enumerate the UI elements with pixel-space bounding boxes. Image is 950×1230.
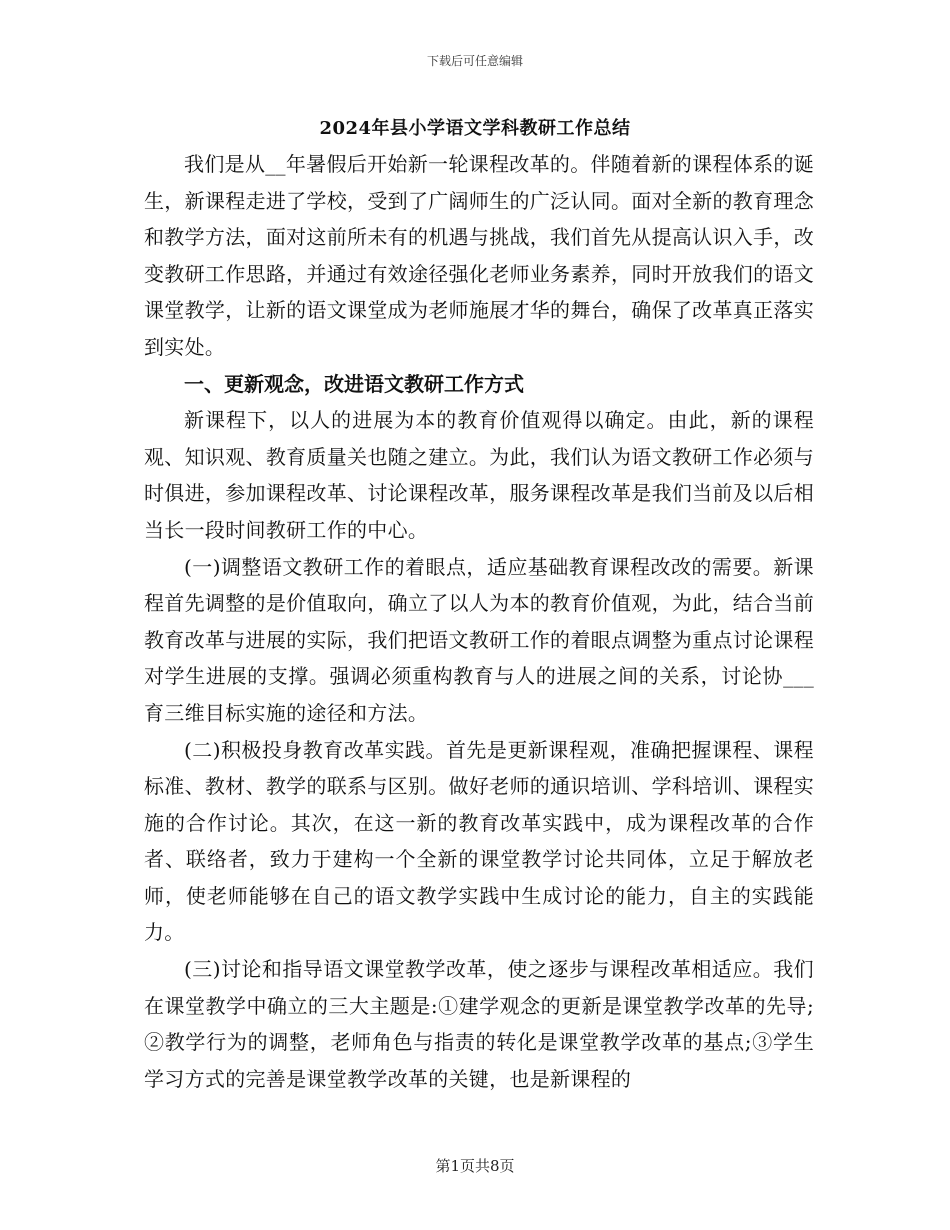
section-heading-1: 一、更新观念，改进语文教研工作方式 (184, 371, 524, 396)
paragraph-subsection-3: (三)讨论和指导语文课堂教学改革，使之逐步与课程改革相适应。我们在课堂教学中确立的三大主题是:①建学观念的更新是课堂教学改革的先导;②教学行为的调整，老师角色与指责的转化是课堂教学改革的基点;③学生学习方式的完善是课堂教学改革的关键，也是新课程的 (144, 957, 814, 1091)
document-title: 2024年县小学语文学科教研工作总结 (319, 118, 631, 139)
paragraph-subsection-1: (一)调整语文教研工作的着眼点，适应基础教育课程改改的需要。新课程首先调整的是价值取向，确立了以人为本的教育价值观，为此，结合当前教育改革与进展的实际，我们把语文教研工作的着眼点调整为重点讨论课程对学生进展的支撑。强调必须重构教育与人的进展之间的关系，讨论协___育三维目标实施的途径和方法。 (144, 554, 814, 725)
page-number: 第1页共8页 (435, 1157, 515, 1175)
paragraph-subsection-2: (二)积极投身教育改革实践。首先是更新课程观，准确把握课程、课程标准、教材、教学的联系与区别。做好老师的通识培训、学科培训、课程实施的合作讨论。其次，在这一新的教育改革实践中，成为课程改革的合作者、联络者，致力于建构一个全新的课堂教学讨论共同体，立足于解放老师，使老师能够在自己的语文教学实践中生成讨论的能力，自主的实践能力。 (144, 737, 814, 945)
document-body (144, 146, 814, 1097)
paragraph-intro: 我们是从__年暑假后开始新一轮课程改革的。伴随着新的课程体系的诞生，新课程走进了学校，受到了广阔师生的广泛认同。面对全新的教育理念和教学方法，面对这前所未有的机遇与挑战，我们首先从提高认识入手，改变教研工作思路，并通过有效途径强化老师业务素养，同时开放我们的语文课堂教学，让新的语文课堂成为老师施展才华的舞台，确保了改革真正落实到实处。 (144, 152, 814, 359)
paragraph-section-1: 新课程下，以人的进展为本的教育价值观得以确定。由此，新的课程观、知识观、教育质量关也随之建立。为此，我们认为语文教研工作必须与时俱进，参加课程改革、讨论课程改革，服务课程改革是我们当前及以后相当长一段时间教研工作的中心。 (144, 408, 814, 542)
page-header-note: 下载后可任意编辑 (426, 54, 523, 68)
